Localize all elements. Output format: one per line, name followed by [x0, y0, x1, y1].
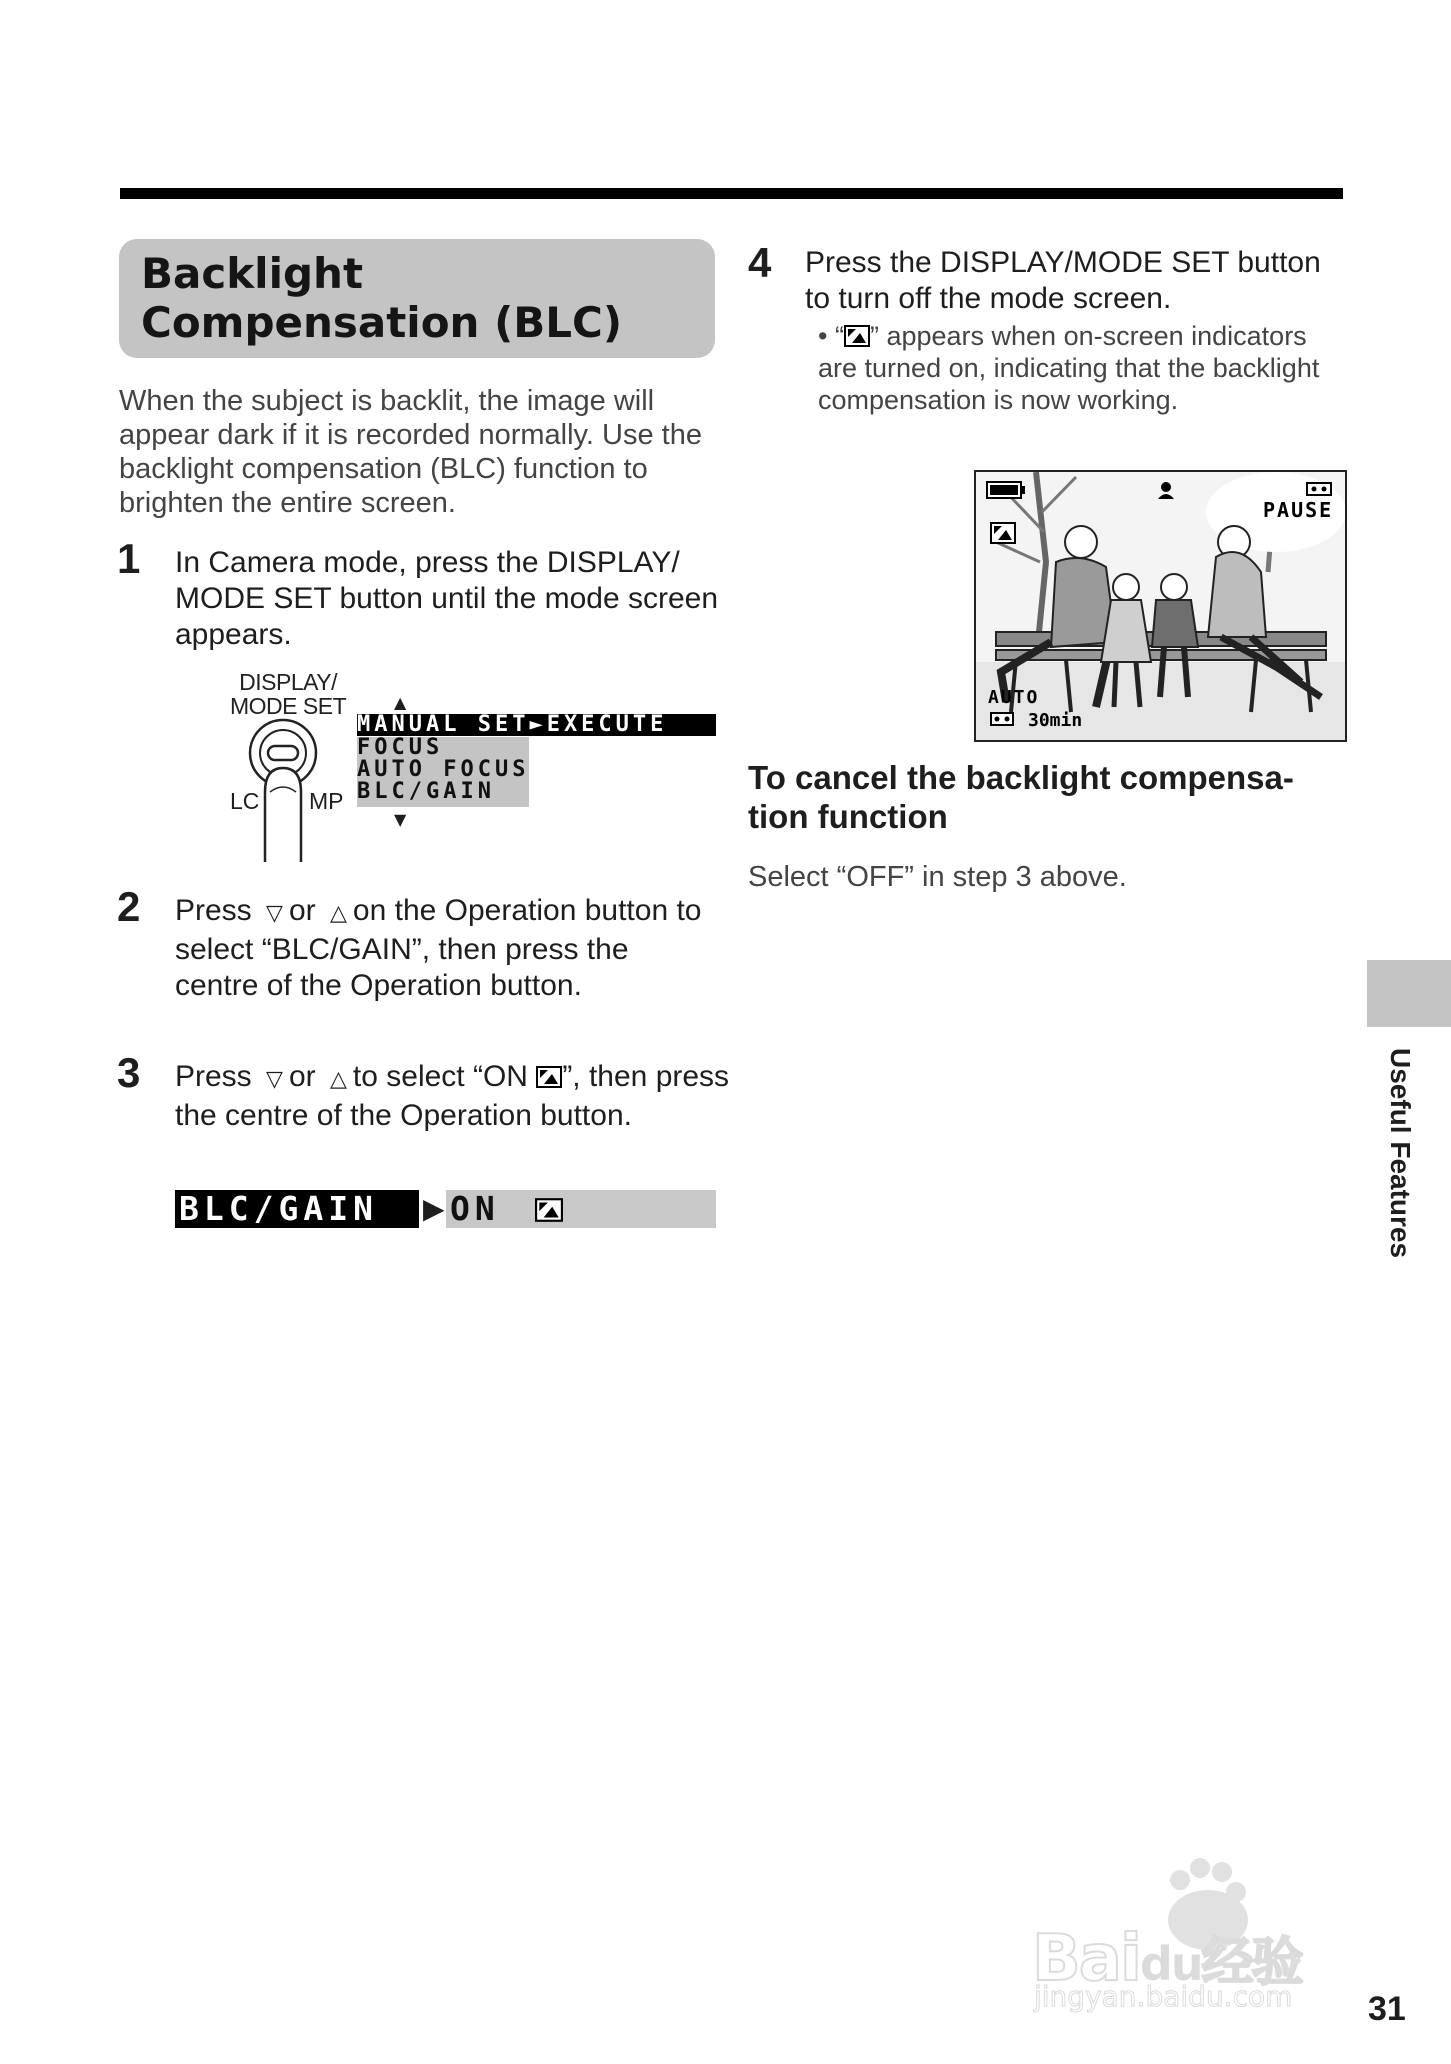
tape-remaining-icon: [990, 712, 1014, 726]
blc-icon: [990, 522, 1016, 544]
tape-icon: [1306, 482, 1332, 496]
menu-item-list: [357, 737, 529, 807]
menu-item-blc-gain: BLC/GAIN: [357, 779, 495, 804]
display-mode-button-illustration: [230, 712, 340, 862]
mp-label: MP: [309, 788, 344, 814]
person-icon: [1156, 480, 1176, 500]
step-1-text: In Camera mode, press the DISPLAY/ MODE SET button until the mode screen appears.: [175, 546, 719, 651]
cancel-text: Select “OFF” in step 3 above.: [748, 861, 1127, 893]
blc-icon: [536, 1061, 562, 1083]
section-title-box: [119, 239, 715, 358]
step-4-bullet: • “ ” appears when on-screen indicators are turned on, indicating that the backlight compensation is now working.: [818, 321, 1320, 415]
up-triangle-icon: △: [329, 1067, 347, 1092]
up-triangle-icon: △: [329, 901, 347, 926]
blc-icon: [844, 322, 870, 344]
down-triangle-icon: ▽: [266, 901, 283, 926]
step-4-number: 4: [748, 239, 772, 286]
intro-paragraph: When the subject is backlit, the image will appear dark if it is recorded normally. Use the backlight compensation (BLC) function to brighten the entire screen.: [119, 385, 702, 519]
title-line-2: Compensation (BLC): [141, 298, 623, 347]
menu-down-arrow: ▼: [394, 810, 407, 829]
page-number: 31: [1368, 1990, 1406, 2028]
title-line-1: Backlight: [141, 249, 364, 298]
strip-arrow: ▶: [423, 1192, 445, 1225]
watermark-text: Baidu经验: [1032, 1922, 1302, 1996]
side-tab: [1367, 960, 1451, 1027]
cancel-heading: To cancel the backlight compensa- tion function: [748, 759, 1294, 835]
auto-mode-indicator: AUTO: [988, 687, 1040, 708]
top-rule: [120, 188, 1343, 199]
lc-label: LC: [230, 788, 260, 814]
watermark-url: jingyan.baidu.com: [1034, 1980, 1293, 2013]
display-mode-set-label: DISPLAY/ MODE SET: [230, 669, 347, 719]
step-2-text: Press ▽ or △ on the Operation button to select “BLC/GAIN”, then press the centre of the Operation button.: [175, 894, 702, 1002]
battery-icon: [986, 480, 1028, 500]
section-title: [119, 239, 715, 357]
baidu-watermark: [1030, 1850, 1360, 2015]
menu-up-arrow: ▲: [394, 693, 407, 712]
menu-header: MANUAL SET►EXECUTE: [357, 714, 716, 736]
menu-item-auto-focus: AUTO FOCUS: [357, 757, 530, 782]
step-3-text: Press ▽ or △ to select “ON ”, then press the centre of the Operation button.: [175, 1060, 730, 1132]
side-label: Useful Features: [1385, 1048, 1416, 1259]
blc-icon: [535, 1192, 563, 1216]
blc-gain-label: BLC/GAIN: [175, 1190, 419, 1228]
step-2-number: 2: [117, 883, 141, 930]
tape-remaining: 30min: [1028, 710, 1083, 731]
viewfinder-illustration: [974, 470, 1347, 742]
step-3-number: 3: [117, 1049, 141, 1096]
step-1-number: 1: [117, 535, 141, 582]
menu-item-focus: FOCUS: [357, 735, 444, 760]
step-4-text: Press the DISPLAY/MODE SET button to turn off the mode screen.: [805, 246, 1321, 315]
down-triangle-icon: ▽: [266, 1067, 283, 1092]
pause-indicator: PAUSE: [1263, 498, 1334, 522]
blc-on-value: ON: [446, 1190, 716, 1228]
